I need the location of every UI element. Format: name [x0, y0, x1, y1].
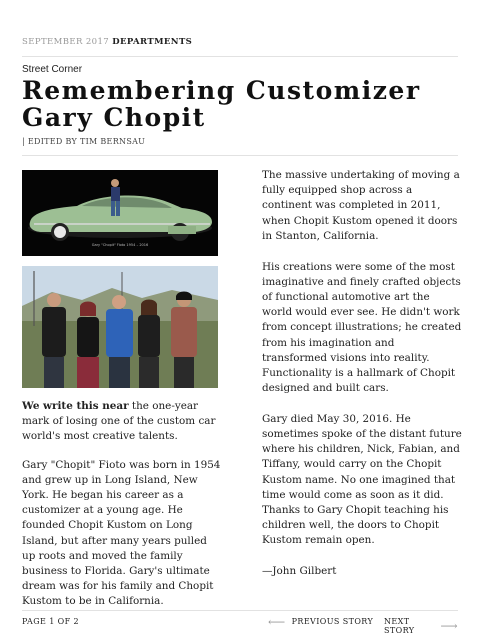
next-story-link[interactable]	[384, 617, 458, 635]
next-story-label: NEXT STORY	[384, 617, 415, 635]
paragraph	[22, 458, 222, 610]
previous-story-link[interactable]	[268, 614, 374, 629]
paragraph: Gary died May 30, 2016. He sometimes spoke of the distant future where his children, Nick, Fabian, and Tiffany, would carry on the Chopit Kustom name. No one imagined that time would come as soon as it did. Thanks to Gary Chopit teaching his children well, the doors to Chopit Kustom remain open.	[262, 412, 462, 547]
divider	[22, 155, 458, 156]
pagination-footer	[22, 614, 458, 635]
article-body-right	[262, 168, 462, 595]
editor-credit: | EDITED BY TIM BERNSAU	[22, 137, 146, 146]
section-name: DEPARTMENTS	[112, 37, 193, 47]
issue-header	[22, 37, 458, 57]
author-signature: —John Gilbert	[262, 565, 337, 578]
previous-story-label: PREVIOUS STORY	[291, 617, 374, 626]
paragraph-text: Gary "Chopit" Fioto was born in 1954 and grew up in Long Island, New York. He began his career as a customizer at a young age. He founded Chopit Kustom on Long Island, but after many years pulled up roots and moved the family business to Florida. Gary's ultimate dream was for his family and Chopit Kustom to be in California.	[22, 458, 221, 608]
family-photo	[22, 266, 218, 388]
car-illustration	[22, 170, 218, 256]
paragraph: The massive undertaking of moving a fully equipped shop across a continent was completed in 2011, when Chopit Kustom opened it doors in Stanton, California.	[262, 169, 460, 242]
paragraph-text: the one-year mark of losing one of the custom car world's most creative talents.	[22, 400, 216, 443]
page-indicator: PAGE 1 OF 2	[22, 617, 79, 626]
kicker: Street Corner	[22, 64, 83, 75]
issue-date: SEPTEMBER 2017	[22, 37, 110, 47]
paragraph	[22, 399, 222, 445]
lead-in: We write this near	[22, 400, 129, 412]
footer-divider	[22, 610, 458, 611]
photo-caption: Gary "Chopit" Fioto 1954 – 2016	[91, 243, 149, 247]
article-title: Remembering Customizer Gary Chopit	[22, 76, 421, 132]
family-illustration	[22, 266, 218, 388]
paragraph: His creations were some of the most imaginative and finely crafted objects of functional automotive art the world would ever see. He didn't work from concept illustrations; he created from his imagination and transformed visions into reality. Functionality is a hallmark of Chopit designed and built cars.	[262, 260, 462, 395]
arrow-right-icon: ⟶	[440, 619, 458, 633]
car-photo	[22, 170, 218, 256]
article-body-left	[22, 399, 222, 623]
arrow-left-icon: ⟵	[268, 614, 286, 629]
